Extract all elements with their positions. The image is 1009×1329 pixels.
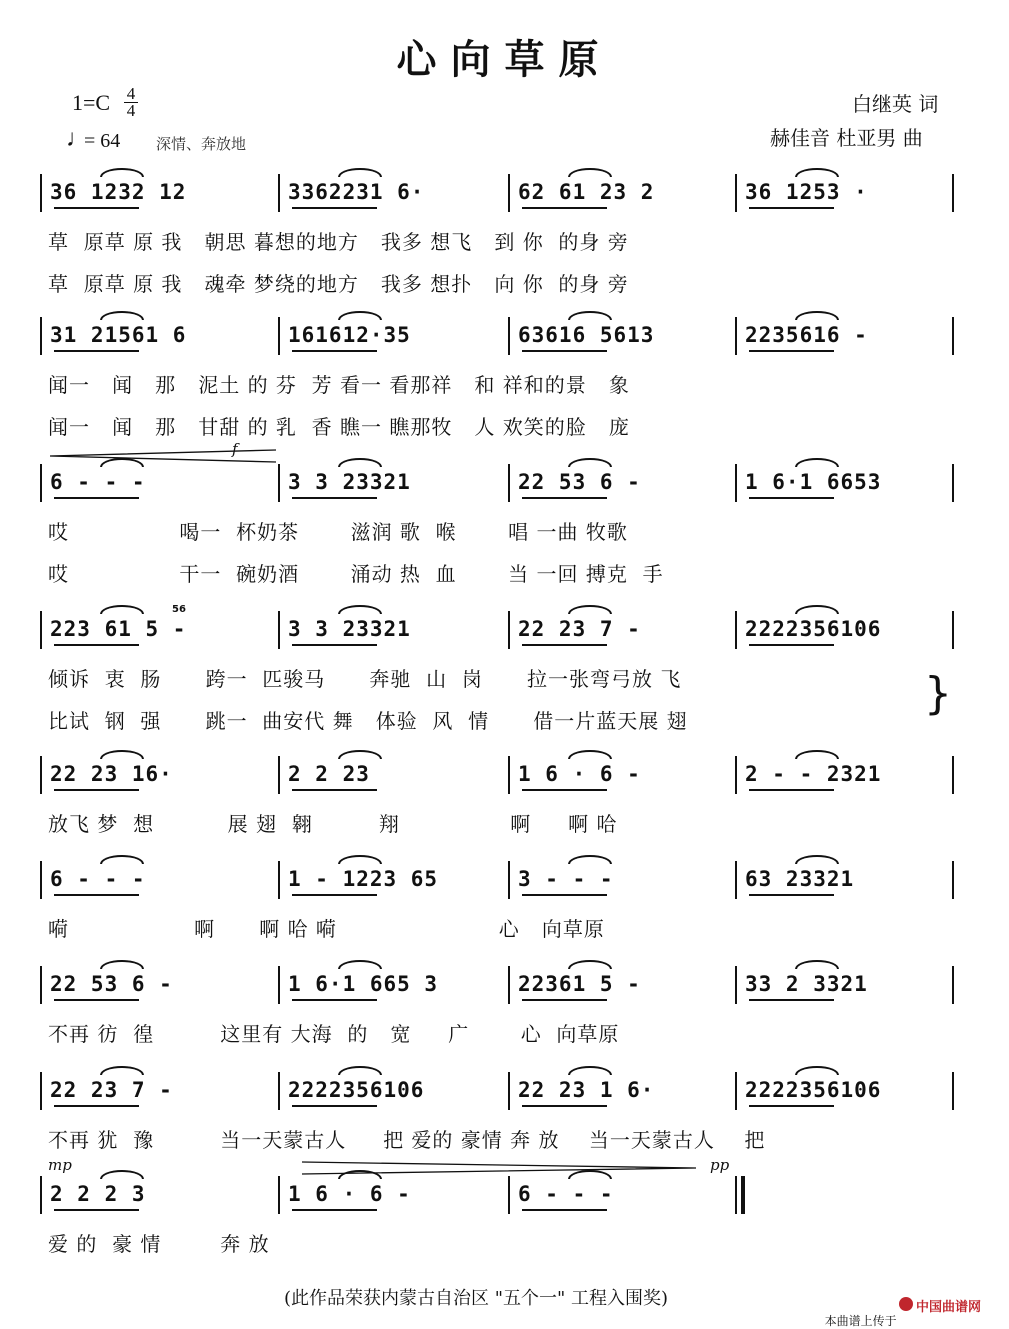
slur-mark <box>795 855 839 864</box>
lyric-line: 嗬 啊 啊 哈 嗬 心 向草原 <box>48 917 605 941</box>
bar-line <box>735 174 737 212</box>
beam-line <box>749 644 834 646</box>
slur-mark <box>795 960 839 969</box>
bar-line <box>40 611 42 649</box>
measure-notes: 1 6 · 6 - <box>518 762 641 786</box>
slur-mark <box>795 168 839 177</box>
slur-mark <box>338 855 382 864</box>
measure-notes: 223 61 5 - <box>50 617 187 641</box>
slur-mark <box>338 605 382 614</box>
measure-notes: 22 23 16· <box>50 762 173 786</box>
beam-line <box>522 1209 607 1211</box>
measure-notes: 33 2 3321 <box>745 972 868 996</box>
slur-mark <box>100 750 144 759</box>
measure-notes: 63 23321 <box>745 867 855 891</box>
beam-line <box>54 1105 139 1107</box>
lyric-line: 哎 喝一 杯奶茶 滋润 歌 喉 唱 一曲 牧歌 <box>48 520 628 544</box>
beam-line <box>749 497 834 499</box>
slur-mark <box>795 311 839 320</box>
slur-mark <box>100 311 144 320</box>
slur-mark <box>568 458 612 467</box>
beam-line <box>522 1105 607 1107</box>
bar-line <box>952 966 954 1004</box>
bar-line <box>40 174 42 212</box>
time-top: 4 <box>124 86 138 103</box>
slur-mark <box>568 960 612 969</box>
measure-notes: 1 6·1 6653 <box>745 470 882 494</box>
song-title: 心向草原 <box>396 36 613 83</box>
slur-mark <box>568 311 612 320</box>
beam-line <box>749 350 834 352</box>
bar-line <box>278 1176 280 1214</box>
measure-notes: 2222356106 <box>288 1078 425 1102</box>
measure-notes: 6 - - - <box>50 470 146 494</box>
lyric-line: 闻一 闻 那 泥土 的 芬 芳 看一 看那祥 和 祥和的景 象 <box>48 373 630 397</box>
measure-notes: 22 53 6 - <box>50 972 173 996</box>
tempo-value: = 64 <box>84 130 121 152</box>
bar-line <box>508 756 510 794</box>
measure-notes: 36 1253 · <box>745 180 868 204</box>
bar-line <box>952 317 954 355</box>
slur-mark <box>100 1066 144 1075</box>
bar-line <box>40 966 42 1004</box>
slur-mark <box>338 168 382 177</box>
bar-line <box>40 464 42 502</box>
bar-line <box>735 756 737 794</box>
bar-line <box>278 966 280 1004</box>
measure-notes: 22 23 1 6· <box>518 1078 655 1102</box>
measure-notes: 6 - - - <box>518 1182 628 1206</box>
slur-mark <box>568 605 612 614</box>
bar-line <box>508 174 510 212</box>
measure-notes: 36 1232 12 <box>50 180 187 204</box>
watermark <box>817 1298 897 1329</box>
beam-line <box>522 789 607 791</box>
measure-notes: 3 3 23321 <box>288 617 411 641</box>
beam-line <box>749 789 834 791</box>
measure-notes: 1 6·1 665 3 <box>288 972 439 996</box>
beam-line <box>292 497 377 499</box>
beam-line <box>292 789 377 791</box>
bar-line <box>952 861 954 899</box>
slur-mark <box>795 1066 839 1075</box>
bar-line <box>40 1176 42 1214</box>
slur-mark <box>100 960 144 969</box>
slur-mark <box>338 960 382 969</box>
quarter-note-icon: ♩ <box>66 126 90 152</box>
measure-notes: 2 2 2 3 <box>50 1182 146 1206</box>
lyric-line: 闻一 闻 那 甘甜 的 乳 香 瞧一 瞧那牧 人 欢笑的脸 庞 <box>48 415 630 439</box>
measure-notes: 3362231 6· <box>288 180 425 204</box>
bar-line <box>278 317 280 355</box>
lyric-line: 爱 的 豪 情 奔 放 <box>48 1232 270 1256</box>
beam-line <box>522 497 607 499</box>
beam-line <box>522 350 607 352</box>
beam-line <box>749 894 834 896</box>
composer-credit: 赫佳音 杜亚男 曲 <box>770 126 923 150</box>
slur-mark <box>338 458 382 467</box>
bar-line <box>735 966 737 1004</box>
measure-notes: 3 3 23321 <box>288 470 411 494</box>
bar-line <box>278 464 280 502</box>
bar-line <box>508 1176 510 1214</box>
bar-line <box>735 1072 737 1110</box>
beam-line <box>292 1209 377 1211</box>
bar-line <box>735 611 737 649</box>
lyric-line: 倾诉 衷 肠 跨一 匹骏马 奔驰 山 岗 拉一张弯弓放 飞 <box>48 667 682 691</box>
measure-notes: 2222356106 <box>745 617 882 641</box>
bar-line <box>278 756 280 794</box>
bar-line <box>508 611 510 649</box>
award-note: (此作品荣获内蒙古自治区 "五个一" 工程入围奖) <box>284 1288 669 1309</box>
beam-line <box>522 644 607 646</box>
bar-line <box>952 611 954 649</box>
slur-mark <box>795 750 839 759</box>
final-bar-line <box>741 1176 745 1214</box>
slur-mark <box>100 168 144 177</box>
beam-line <box>749 1105 834 1107</box>
beam-line <box>749 999 834 1001</box>
bar-line <box>278 611 280 649</box>
watermark-upload-text: 本曲谱上传于 <box>824 1314 897 1328</box>
bar-line <box>278 174 280 212</box>
lyric-line: 比试 钢 强 跳一 曲安代 舞 体验 风 情 借一片蓝天展 翅 <box>48 709 688 733</box>
beam-line <box>54 207 139 209</box>
bar-line <box>40 861 42 899</box>
slur-mark <box>795 605 839 614</box>
beam-line <box>292 999 377 1001</box>
site-name: 中国曲谱网 <box>916 1300 982 1315</box>
measure-notes: 63616 5613 <box>518 323 655 347</box>
bar-line <box>952 174 954 212</box>
slur-mark <box>568 168 612 177</box>
brace-mark: } <box>924 668 952 719</box>
bar-line <box>735 464 737 502</box>
lyric-line: 哎 干一 碗奶酒 涌动 热 血 当 一回 搏克 手 <box>48 562 664 586</box>
site-logo-icon <box>899 1297 913 1311</box>
beam-line <box>522 207 607 209</box>
measure-notes: 22361 5 - <box>518 972 641 996</box>
beam-line <box>54 894 139 896</box>
measure-notes: 6 - - - <box>50 867 146 891</box>
beam-line <box>292 894 377 896</box>
lyric-line: 放飞 梦 想 展 翅 翱 翔 啊 啊 哈 <box>48 812 618 836</box>
bar-line <box>952 464 954 502</box>
crescendo-hairpin <box>48 446 288 466</box>
slur-mark <box>338 311 382 320</box>
decrescendo-hairpin <box>300 1158 700 1178</box>
measure-notes: 3 - - - <box>518 867 614 891</box>
bar-line <box>952 756 954 794</box>
beam-line <box>54 1209 139 1211</box>
beam-line <box>292 207 377 209</box>
dynamic-pianissimo: pp <box>710 1156 730 1174</box>
bar-line <box>508 861 510 899</box>
watermark-site <box>916 1296 981 1315</box>
slur-mark <box>100 855 144 864</box>
lyric-line: 草 原草 原 我 魂牵 梦绕的地方 我多 想扑 向 你 的身 旁 <box>48 272 629 296</box>
bar-line <box>735 861 737 899</box>
slur-mark <box>100 605 144 614</box>
beam-line <box>292 644 377 646</box>
slur-mark <box>568 1066 612 1075</box>
measure-notes: 1 - 1223 65 <box>288 867 439 891</box>
bar-line <box>508 464 510 502</box>
measure-notes: 22 23 7 - <box>50 1078 173 1102</box>
bar-line <box>40 1072 42 1110</box>
bar-line <box>278 861 280 899</box>
slur-mark <box>338 1066 382 1075</box>
measure-notes: 2235616 - <box>745 323 868 347</box>
bar-line <box>952 1072 954 1110</box>
beam-line <box>292 350 377 352</box>
beam-line <box>54 999 139 1001</box>
beam-line <box>54 644 139 646</box>
bar-line <box>508 317 510 355</box>
slur-mark <box>100 1170 144 1179</box>
bar-line <box>40 756 42 794</box>
lyric-line: 不再 犹 豫 当一天蒙古人 把 爱的 豪情 奔 放 当一天蒙古人 把 <box>48 1128 766 1152</box>
slur-mark <box>795 458 839 467</box>
beam-line <box>54 497 139 499</box>
beam-line <box>522 999 607 1001</box>
time-bottom: 4 <box>126 101 136 120</box>
slur-mark <box>338 750 382 759</box>
dynamic-forte: f <box>232 440 238 458</box>
grace-notes: 56 <box>172 604 186 615</box>
measure-notes: 1 6 · 6 - <box>288 1182 411 1206</box>
measure-notes: 31 21561 6 <box>50 323 187 347</box>
beam-line <box>749 207 834 209</box>
bar-line <box>735 1176 737 1214</box>
slur-mark <box>568 750 612 759</box>
beam-line <box>522 894 607 896</box>
bar-line <box>508 1072 510 1110</box>
key-signature: 1=C <box>72 90 111 115</box>
measure-notes: 22 53 6 - <box>518 470 641 494</box>
slur-mark <box>568 855 612 864</box>
time-signature <box>124 86 138 119</box>
bar-line <box>278 1072 280 1110</box>
measure-notes: 2 - - 2321 <box>745 762 882 786</box>
measure-notes: 161612·35 <box>288 323 411 347</box>
measure-notes: 62 61 23 2 <box>518 180 655 204</box>
lyricist-credit: 白继英 词 <box>852 92 939 116</box>
lyric-line: 不再 彷 徨 这里有 大海 的 宽 广 心 向草原 <box>48 1022 620 1046</box>
measure-notes: 2 2 23 <box>288 762 370 786</box>
bar-line <box>40 317 42 355</box>
beam-line <box>54 350 139 352</box>
beam-line <box>292 1105 377 1107</box>
bar-line <box>508 966 510 1004</box>
dynamic-mezzo-piano: mp <box>48 1156 72 1174</box>
measure-notes: 2222356106 <box>745 1078 882 1102</box>
bar-line <box>735 317 737 355</box>
measure-notes: 22 23 7 - <box>518 617 641 641</box>
lyric-line: 草 原草 原 我 朝思 暮想的地方 我多 想飞 到 你 的身 旁 <box>48 230 629 254</box>
beam-line <box>54 789 139 791</box>
expression-marking: 深情、奔放地 <box>156 135 247 153</box>
